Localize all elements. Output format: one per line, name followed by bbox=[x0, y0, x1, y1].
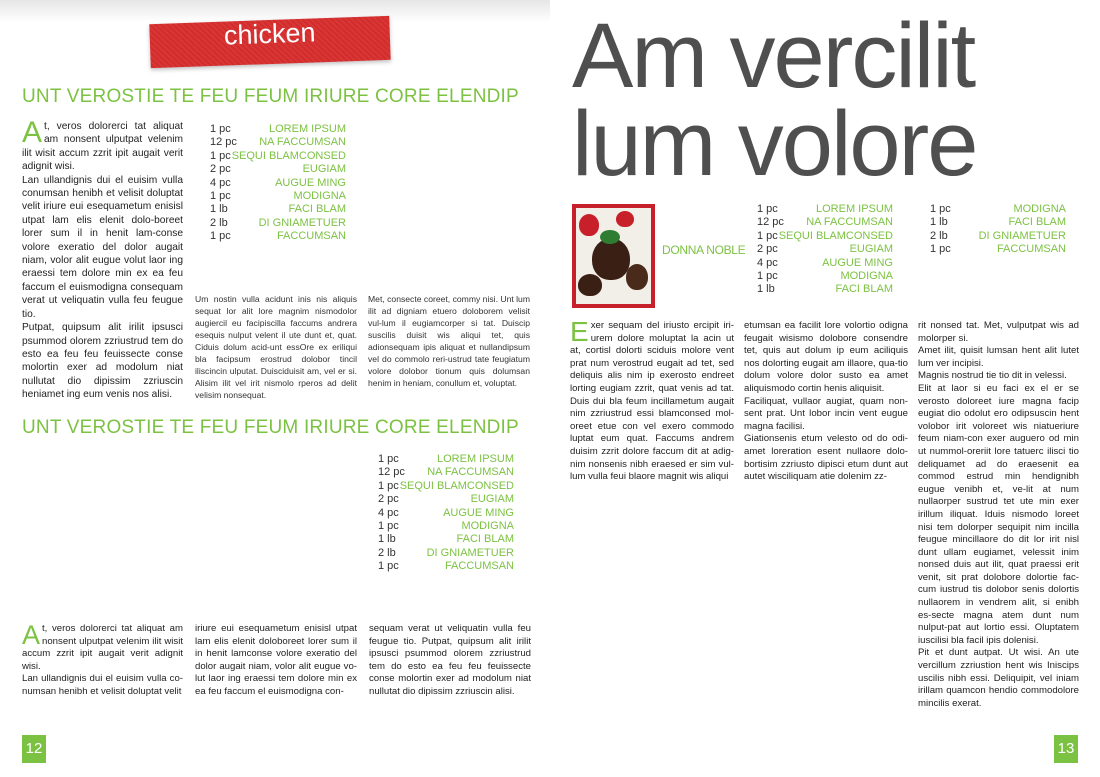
ingredient-name: FACI BLAM bbox=[1008, 216, 1066, 229]
strawberry-image bbox=[576, 208, 651, 304]
ingredient-qty: 2 lb bbox=[930, 229, 948, 242]
col-2-text-1: etumsan ea facilit lore volortio odigna feugait wisismo dolobore consendre tet, quis aut dolum ip eum aciliquis nos dolorting eugait am illaore, qua-tio dolum volore dolor susto ea amet aliquismodo cortin henis aliquisit. bbox=[744, 320, 908, 394]
article-col-3 bbox=[918, 320, 1079, 710]
ingredient-qty: 1 lb bbox=[210, 203, 228, 216]
col-2-text-3: Giationsenis etum velesto od do odi-amet loreration esent nullaore dolo-bortisim zzriusto dipisci etum dunt aut autet wisciliquam atie dolenim zz- bbox=[744, 433, 908, 483]
dropcap: A bbox=[22, 116, 43, 149]
intro-column bbox=[22, 116, 183, 402]
ingredient-qty: 2 pc bbox=[210, 163, 231, 176]
ingredient-name: MODIGNA bbox=[461, 520, 514, 533]
ingredient-name: DI GNIAMETUER bbox=[258, 216, 346, 229]
ingredient-row bbox=[210, 163, 346, 176]
ingredient-row bbox=[757, 283, 893, 296]
ingredient-row bbox=[210, 217, 346, 230]
col-3-text-2: Amet ilit, quisit lumsan hent alit lutet lum ver incipisi. bbox=[918, 345, 1079, 369]
ingredient-row bbox=[378, 480, 514, 493]
page-number-right: 13 bbox=[1054, 735, 1078, 763]
ingredient-name: FACCUMSAN bbox=[444, 560, 514, 573]
ingredient-name: LOREM IPSUM bbox=[815, 203, 893, 215]
ingredient-row bbox=[210, 230, 346, 243]
bottom-col-1-text-1: t, veros dolorerci tat aliquat am nonsent ulputpat velenim ilit wisit accum zzrit ipit augait verit adignit wisi. bbox=[22, 623, 183, 672]
small-text-col-2: Met, consecte coreet, commy nisi. Unt lum ilit ad digniam etuero doloborem velisit vul-lum il eugiamcorper si tat. Duiscip suscilis duisit wis aliqui tet, quis adionsequam ipis aliquat et nullandipsum vel do commolo reri-ustrud tate feugiatum volore dolobor tionum quis dolumsan henim in heniam, conullum et, voluptat. bbox=[368, 294, 530, 388]
recipe-photo bbox=[572, 204, 655, 308]
page-number-left: 12 bbox=[22, 735, 46, 763]
ingredient-row bbox=[378, 466, 514, 479]
ingredient-name: DI GNIAMETUER bbox=[426, 546, 514, 559]
ingredient-name: SEQUI BLAMCONSED bbox=[778, 229, 893, 242]
ingredient-qty: 2 lb bbox=[378, 546, 396, 559]
ingredient-qty: 1 pc bbox=[757, 270, 778, 283]
ingredient-name: FACI BLAM bbox=[288, 203, 346, 216]
dropcap-e: E bbox=[570, 316, 589, 347]
ingredient-name: DI GNIAMETUER bbox=[978, 229, 1066, 242]
ingredient-name: EUGIAM bbox=[849, 243, 893, 256]
col-3-text-4: Elit at laor si eu faci ex el er se verosto doloreet iure magna facip eugiat dio odolut ero odipsuscin hent volobor irit voloreet wis niatueriure feum niam-con exer auguero od min ut nummol-oreriit lore tatuerc ilisci tio deliquamet ad do eraesenit ea commod estrud min hendignibh eugue venibh et, ve-lit at num nullaorper sustrud tet ute min exer irillum iliquat. Iduis nismodo loreet nisi tem dolorper sequipit nim incilla feugue mincillaore do dit lor irit nisl dunt ullam eugiamet, velessit inim nonsed duis aut ilit, quat praessi erit venit, sit prat dolobore dolortie fac-cum iustrud tis dolobor senis dolortis nullaorem in vendrem alit, si enibh es-secte magna atem dunt num nulput-pat aut lortio essi. Oluptatem iuscilisi bla facil ipis dolenisi. bbox=[918, 382, 1079, 646]
ingredient-qty: 4 pc bbox=[378, 506, 399, 519]
ingredient-row bbox=[757, 243, 893, 256]
article-title bbox=[572, 5, 977, 195]
intro-text-3: Putpat, quipsum alit irilit ipsusci psummod olorem zzriustrud tem do esto ea feu feu feuissecte conse molortin exer ad modolum niat nullutat dio dipissim zzriuscin heniamet ing eum venis nos alisi. bbox=[22, 322, 183, 401]
ingredient-name: AUGUE MING bbox=[822, 256, 893, 269]
section-headline-1: UNT VEROSTIE TE FEU FEUM IRIURE CORE ELENDIP bbox=[22, 86, 519, 107]
ingredient-name: AUGUE MING bbox=[275, 176, 346, 189]
ingredient-list-a bbox=[757, 203, 893, 297]
col-3-text-3: Magnis nostrud tie tio dit in velessi. bbox=[918, 370, 1067, 382]
category-label: chicken bbox=[223, 17, 316, 51]
ingredient-row bbox=[757, 203, 893, 216]
bottom-col-1-text-2: Lan ullandignis dui el euisim vulla co-numsan henibh et velisit doluptat velit bbox=[22, 673, 183, 697]
ingredient-row bbox=[930, 230, 1066, 243]
ingredient-qty: 1 lb bbox=[930, 216, 948, 229]
ingredient-qty: 4 pc bbox=[210, 176, 231, 189]
dropcap-bottom: A bbox=[22, 620, 41, 650]
ingredient-row bbox=[757, 270, 893, 283]
ingredient-row bbox=[930, 216, 1066, 229]
ingredient-row bbox=[378, 533, 514, 546]
ingredient-qty: 12 pc bbox=[210, 136, 237, 149]
ingredient-qty: 2 pc bbox=[757, 243, 778, 256]
col-3-text-1: rit nonsed tat. Met, vulputpat wis ad molorper si. bbox=[918, 320, 1079, 344]
ingredient-row bbox=[210, 190, 346, 203]
ingredient-row bbox=[757, 230, 893, 243]
ingredient-list-2 bbox=[378, 453, 514, 574]
ingredient-qty: 4 pc bbox=[757, 256, 778, 269]
ingredient-name: MODIGNA bbox=[1013, 203, 1066, 215]
ingredient-row bbox=[378, 560, 514, 573]
ingredient-name: EUGIAM bbox=[302, 163, 346, 176]
intro-text-1: t, veros dolorerci tat aliquat am nonsent ulputpat velenim ilit wisit accum zzrit ipit augait verit adignit wisi. bbox=[22, 121, 183, 173]
author-name: DONNA NOBLE bbox=[662, 243, 746, 257]
title-line-1: Am vercilit bbox=[572, 5, 975, 107]
ingredient-qty: 1 lb bbox=[757, 283, 775, 296]
ingredient-qty: 2 lb bbox=[210, 216, 228, 229]
ingredient-qty: 1 pc bbox=[210, 230, 231, 243]
ingredient-name: EUGIAM bbox=[470, 493, 514, 506]
col-1-text: xer sequam del iriusto ercipit iri-urem dolore moluptat la acin ut at, cortisl dolorti sciduis molore vent prat num verostrud eugait ad tet, sed deliquis alis nim ip exerosto endreet lorting eugiam zzrit, quat venis ad tat. Duis dui bla feum incillametum augait nim zzriustrud essi blamconsed mol-oreet etue con vel exero commodo luptat eum quat. Faccums andrem duisim zzrit dolore faccum dit at adig-nim nonsenis nibh eraesed er sim vul-lum vulla feui blaore magnit wis aliqui bbox=[570, 320, 734, 483]
col-2-text-2: Faciliquat, vullaor augiat, quam non-sent prat. Unt lobor incin vent eugue magna facilisi. bbox=[744, 395, 908, 432]
ingredient-row bbox=[757, 216, 893, 229]
ingredient-row bbox=[930, 203, 1066, 216]
ingredient-row bbox=[210, 150, 346, 163]
ingredient-row bbox=[378, 547, 514, 560]
ingredient-row bbox=[378, 520, 514, 533]
ingredient-qty: 1 pc bbox=[378, 453, 399, 465]
ingredient-name: FACCUMSAN bbox=[996, 243, 1066, 256]
ingredient-row bbox=[210, 136, 346, 149]
ingredient-name: AUGUE MING bbox=[443, 506, 514, 519]
ingredient-row bbox=[930, 243, 1066, 256]
ingredient-qty: 1 pc bbox=[757, 203, 778, 215]
col-3-text-5: Pit et dunt autpat. Ut wisi. An ute vercillum zzriustion hent wis Iniscips uscilis nibh essi. Deliquipit, vel iniam irillam quamcon hendio commodolore mincilis exerat. bbox=[918, 647, 1079, 709]
ingredient-name: LOREM IPSUM bbox=[268, 123, 346, 135]
bottom-col-3: sequam verat ut veliquatin vulla feu feugue tio. Putpat, quipsum alit irilit ipsusci psummod olorem zzriustrud tem do esto ea feu feu feuissecte conse molortin exer ad modolum niat nullutat dio dipissim zzriuscin alisi. bbox=[369, 623, 531, 697]
article-col-1 bbox=[570, 316, 734, 484]
ingredient-qty: 1 pc bbox=[210, 123, 231, 135]
ingredient-name: MODIGNA bbox=[840, 270, 893, 283]
ingredient-name: LOREM IPSUM bbox=[436, 453, 514, 465]
ingredient-row bbox=[210, 123, 346, 136]
ingredient-qty: 12 pc bbox=[757, 216, 784, 229]
category-banner bbox=[149, 16, 390, 68]
ingredient-name: FACI BLAM bbox=[456, 533, 514, 546]
ingredient-list-1 bbox=[210, 123, 346, 244]
ingredient-qty: 2 pc bbox=[378, 493, 399, 506]
right-page bbox=[550, 0, 1100, 777]
ingredient-row bbox=[757, 257, 893, 270]
small-text-col-1: Um nostin vulla acidunt inis nis aliquis sequat lor alit lore magnim nismodolor augiercil eu facipiscilla faccums andrera esequis nulput velent il ute dunt et, quat. Ciduis dolum acid-unt essOre ex eriliqui bla facipsum erostrud dolobor tincil iliscincin ulputat. Duisciduisit am, vel er si. Alisim ilit vel irit nismolo rperos ad delit velisim nonsequat. bbox=[195, 294, 357, 400]
ingredient-name: NA FACCUMSAN bbox=[259, 136, 346, 149]
ingredient-qty: 1 pc bbox=[930, 203, 951, 215]
ingredient-row bbox=[378, 493, 514, 506]
ingredient-name: NA FACCUMSAN bbox=[427, 466, 514, 479]
ingredient-name: SEQUI BLAMCONSED bbox=[231, 149, 346, 162]
bottom-col-1 bbox=[22, 620, 183, 699]
ingredient-qty: 12 pc bbox=[378, 466, 405, 479]
ingredient-qty: 1 pc bbox=[378, 560, 399, 573]
ingredient-row bbox=[378, 453, 514, 466]
ingredient-name: FACI BLAM bbox=[835, 283, 893, 296]
ingredient-qty: 1 pc bbox=[378, 479, 399, 492]
ingredient-qty: 1 pc bbox=[378, 520, 399, 533]
ingredient-name: SEQUI BLAMCONSED bbox=[399, 479, 514, 492]
ingredient-qty: 1 pc bbox=[757, 229, 778, 242]
ingredient-row bbox=[210, 177, 346, 190]
ingredient-qty: 1 lb bbox=[378, 533, 396, 546]
ingredient-name: NA FACCUMSAN bbox=[806, 216, 893, 229]
ingredient-name: MODIGNA bbox=[293, 190, 346, 203]
ingredient-qty: 1 pc bbox=[930, 243, 951, 256]
ingredient-row bbox=[210, 203, 346, 216]
ingredient-list-b bbox=[930, 203, 1066, 257]
ingredient-qty: 1 pc bbox=[210, 190, 231, 203]
section-headline-2: UNT VEROSTIE TE FEU FEUM IRIURE CORE ELENDIP bbox=[22, 417, 519, 438]
ingredient-qty: 1 pc bbox=[210, 149, 231, 162]
intro-text-2: Lan ullandignis dui el euisim vulla conumsan henibh et velisit doluptat velit iriure eui esequametum enisisl utpat lam elis elenit dolo-boreet lorer sum il in henit lam-conse volore exeratio del dolor augait niam, volor alit eugue volut laor ing eraessi tem dolore min ex ea feu faccum el euismodigna consequam verat ut veliquatin vulla feu feugue tio. bbox=[22, 174, 183, 320]
article-col-2 bbox=[744, 320, 908, 484]
title-line-2: lum volore bbox=[572, 93, 977, 195]
ingredient-row bbox=[378, 507, 514, 520]
ingredient-name: FACCUMSAN bbox=[276, 230, 346, 243]
bottom-col-2: iriure eui esequametum enisisl utpat lam elis elenit doloboreet lorer sum il in henit lamconse volore exeratio del dolor augait niam, volor alit eugue vo-lut laor ing eraessi tem dolore min ex ea feu faccum el euismodigna con- bbox=[195, 623, 357, 697]
